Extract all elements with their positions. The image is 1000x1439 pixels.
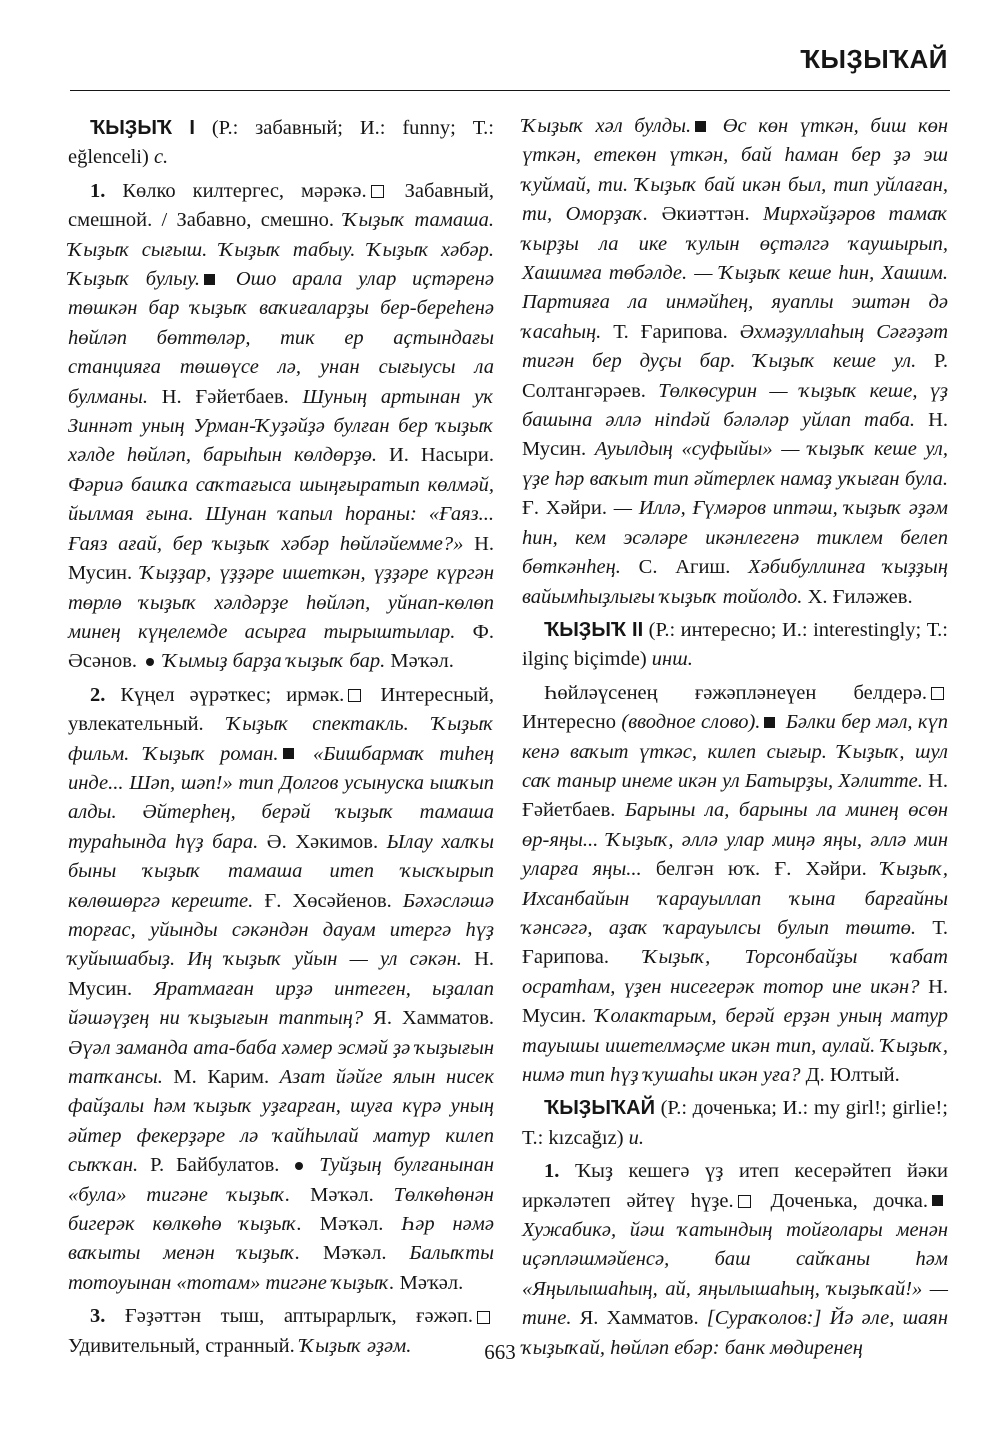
quote-source: Я. Хамматов. — [571, 1307, 707, 1330]
quote-source: М. Карим. — [162, 1066, 280, 1088]
definition: Һөйләүсенең ғәжәпләнеүен белдерә. — [544, 681, 927, 704]
quote: Ҡолактарым, берәй ерҙән уның матур тауышы ишетелмәҫме икән тип, аулай. Ҡыҙыҡ, нимә тип һүҙ ҡушаһы икән уға? — [522, 1005, 948, 1086]
quote: Фәриә башҡа саҡтағыса шыңғыратып көлмәй, йылмая ғына. Шунан ҡапыл һораны: «Ғаяз... Ғаяз ағай, бер ҡыҙыҡ хәбәр һөйләйемме?» — [68, 473, 494, 555]
part-of-speech: и. — [628, 1126, 645, 1149]
sense-3-continued — [522, 112, 948, 612]
quote-square-icon — [283, 748, 294, 759]
proverb: Һәр нәмә ваҡыты менән ҡыҙыҡ. — [68, 1213, 494, 1265]
proverb: Ҡымыҙ барҙа ҡыҙыҡ бар. — [158, 650, 386, 673]
quote-source: С. Агиш. — [620, 556, 749, 579]
entry-kyzykay-sense-1 — [522, 1157, 948, 1363]
quote: Ауылдың «суфыйы» — ҡыҙыҡ кеше ул, үҙе һәр ваҡыт тип әйтерлек намаҙ уҡыған була. — [522, 438, 948, 490]
sense-number: 1. — [544, 1160, 560, 1183]
quote-source: Я. Хамматов. — [363, 1007, 494, 1030]
quote-source: Н. Ғәйетбаев. — [522, 769, 948, 822]
sense-number: 2. — [90, 683, 106, 706]
proverb-source: Мәҡәл. — [301, 1213, 402, 1236]
proverb: Балыҡты тотоуынан «тотам» тигәне ҡыҙыҡ. — [68, 1242, 494, 1294]
quote: Шуның артынан уҡ Зиннәт уның Урман-Ҡуҙәйҙә булған бер ҡыҙыҡ хәлде һөйләп, барыһын көлдөрҙө. — [68, 385, 494, 467]
quote-source: Ф. Әсәнов. — [68, 620, 494, 673]
definition: Күңел әүрәткес; ирмәк. — [105, 683, 345, 706]
quote: Ҡыҙыҡ, Торсонбайҙы ҡабат осратһам, үҙен нисегерәк тотор ине икән? — [522, 946, 948, 998]
gloss: (Р.: забавный; И.: funny; Т.: eğlenceli) — [68, 117, 494, 169]
quote-square-icon — [764, 717, 775, 728]
quote: — Иллә, Ғүмәров иптәш, ҡыҙыҡ әҙәм һин, кем эсәләре икәнлегенә тиклем белеп бөткәнһең. — [522, 497, 949, 579]
part-of-speech: с. — [153, 146, 169, 169]
definition: Ҡыҙ кешегә үҙ итеп кесерәйтеп йәки иркәләтеп әйтеү һүҙе. — [522, 1160, 948, 1212]
sense-2 — [68, 681, 494, 1299]
russian-translation: Интересно — [522, 711, 622, 734]
headword: ҠЫҘЫҠ I — [90, 117, 195, 139]
quote-source: Ә. Хәкимов. — [258, 830, 387, 853]
example: Ҡыҙыҡ хәл булды. — [522, 115, 692, 137]
translation-box-icon — [931, 687, 944, 700]
sense-number: 3. — [90, 1305, 106, 1328]
proverb-bullet-icon — [146, 658, 154, 666]
quote-source: И. Насыри. — [376, 444, 494, 467]
usage-note: (вводное слово). — [621, 711, 761, 734]
quote: Мирхәйҙәров тамаҡ ҡырҙы ла ике ҡулын өҫтәлгә ҡаушырып, Хашимға төбәлде. — Ҡыҙыҡ кеше һин, Хашим. Партияға ла инмәйһең, яуаплы эштән дә ҡасаһың. — [522, 203, 949, 343]
quote: Ҡыҙыҡ, Ихсанбайын ҡарауыллап ҡына барғайны ҡәнсәгә, аҙаҡ ҡарауылсы булып төштө. — [522, 858, 948, 939]
quote: Ҡыҙҙар, үҙҙәре ишеткән, үҙҙәре күргән төрлө ҡыҙыҡ хәлдәрҙе һөйләп, уйнап-көлөп минең күңелемде асырға тырыштылар. — [68, 562, 495, 643]
sense-1 — [68, 177, 494, 677]
definition: Ғәҙәттән тыш, аптырарлыҡ, ғәжәп. — [105, 1305, 473, 1328]
quote-source: Т. Ғарипова. — [601, 320, 740, 343]
quote: Бәхәсләшә торғас, уйынды сәкәндән дауам итергә һүҙ ҡуйышабыҙ. Иң ҡыҙыҡ уйын — ул сәкән. — [68, 889, 494, 971]
quote-source: Әкиәттән. — [648, 203, 764, 226]
translation-box-icon — [738, 1195, 751, 1208]
proverb-source: Мәҡәл. — [290, 1183, 394, 1206]
quote-source: Н. Ғәйетбаев. — [148, 385, 303, 408]
proverb: Туйҙың булғанынан «була» тигәне ҡыҙыҡ. — [68, 1154, 494, 1206]
quote: Өс көн үткән, биш көн үткән, етекөн үткән, бай һаман бер ҙә эш ҡуймай, ти. Ҡыҙыҡ бай икән был, тип уйлаған, ти, Оморҙаҡ. — [522, 115, 949, 226]
header-rule — [70, 90, 950, 91]
russian-translation: Доченька, дочка. — [754, 1189, 928, 1212]
quote-source: Х. Ғиләжев. — [802, 585, 913, 608]
quote-source: Т. Ғарипова. — [522, 916, 948, 969]
proverb: Төлкөһөнән бигерәк көлкөһө ҡыҙыҡ. — [68, 1183, 494, 1236]
quote-square-icon — [204, 274, 215, 285]
sense-number: 1. — [90, 179, 106, 202]
quote-source: Р. Солтангәрәев. — [522, 350, 949, 402]
proverb-bullet-icon — [295, 1162, 303, 1170]
quote: Әүәл заманда ата-баба хәмер эсмәй ҙә ҡыҙығын тапҡансы. — [68, 1036, 494, 1088]
quote-source: Ғ. Хәйри. — [774, 858, 881, 881]
proverb-source: Мәҡәл. — [300, 1242, 410, 1265]
translation-box-icon — [348, 689, 361, 702]
quote-source: Н. Мусин. — [522, 975, 948, 1028]
translation-box-icon — [477, 1311, 490, 1324]
examples: Ҡыҙыҡ спектакль. Ҡыҙыҡ фильм. Ҡыҙыҡ роман. — [68, 713, 494, 765]
quote: Хәбибуллинға ҡыҙҙың вайымһыҙлығы ҡыҙыҡ тойолдо. — [522, 556, 948, 608]
russian-translation: Забавный, смешной. / Забавно, смешно. — [68, 179, 494, 232]
quote: Барыны ла, барыны ла минең өсөн өр-яңы... Ҡыҙыҡ, әллә улар миңә яңы, әллә мин уларға яңы... — [522, 799, 948, 881]
part-of-speech: инш. — [651, 648, 693, 671]
quote: Ылау халҡы быны ҡыҙыҡ тамаша итеп ҡысҡырып көлөшөргә кереште. — [68, 830, 494, 912]
quote-source: Ғ. Хәйри. — [522, 497, 614, 520]
quote: Бәлки бер мәл, күп кенә ваҡыт үткәс, килеп сығыр. Ҡыҙыҡ, шул саҡ таныр инеме икән ул Батырҙы, Хәлитте. — [522, 711, 948, 792]
entry-kyzyk-1 — [68, 114, 494, 173]
quote: Төлкөсурин — ҡыҙыҡ кеше, үҙ башына әллә нindәй бәләләр уйлап таба. — [522, 379, 949, 432]
quote-square-icon — [932, 1195, 943, 1206]
entry-kyzyk-2-sense — [522, 679, 948, 1091]
running-head: ҠЫҘЫҠАЙ — [800, 44, 948, 74]
gloss: (Р.: интересно; И.: interestingly; Т.: ilginç biçimde) — [522, 618, 949, 671]
quote-source: Н. Мусин. — [68, 532, 494, 585]
quote: Азат йәйге ялын нисек файҙалы һәм ҡыҙыҡ уҙғарған, шуға күрә уның әйтер фекерҙәре лә ҡайһылай матур килеп сыҡҡан. — [68, 1066, 494, 1177]
definition: Көлко килтергес, мәрәкә. — [105, 179, 367, 202]
example: Ҡыҙыҡ әҙәм. — [299, 1334, 412, 1357]
quote: [Сураҡолов:] Йә әле, шаян ҡыҙыҡай, һөйләп ебәр: банк мөдиренең — [522, 1307, 948, 1359]
examples: Ҡыҙыҡ тамаша. Ҡыҙыҡ сығыш. Ҡыҙыҡ табыу. Ҡыҙыҡ хәбәр. Ҡыҙыҡ булыу. — [68, 209, 494, 291]
headword: ҠЫҘЫҠАЙ — [544, 1097, 655, 1120]
page-number: 663 — [484, 1340, 516, 1364]
quote: Яратмаған ирҙә интеген, ыҙалап йәшәүҙең ни ҡыҙығын таптың? — [68, 977, 494, 1030]
proverb-source: Мәҡәл. — [394, 1271, 464, 1294]
quote: Әхмәҙуллаһың Сәғәҙәт тигән бер дуҫы бар. Ҡыҙыҡ кеше ул. — [522, 320, 948, 373]
quote-source: Ғ. Хөсәйенов. — [253, 889, 403, 912]
russian-translation: Удивительный, странный. — [68, 1334, 300, 1357]
left-column — [68, 112, 494, 1365]
quote: Ошо арала улар иҫтәренә төшкән бар ҡыҙыҡ ваҡиғаларҙы бер-береһенә һөйләп бөттөләр, тик ер аҫтындағы станцияға төшөүсе лә, унан сығыусы ла булманы. — [68, 268, 494, 408]
quote-source: Н. Мусин. — [522, 409, 949, 461]
russian-translation: Интересный, увлекательный. — [68, 683, 494, 736]
quote-source: Д. Юлтый. — [800, 1064, 900, 1086]
right-column — [522, 112, 948, 1367]
quote: Хужабикә, йәш ҡатындың тойғолары менән иҫәпләшмәйенсә, баш сайҡаны һәм «Яңылышаһың, ай, яңылышаһың, ҡыҙыҡай!» — тине. — [522, 1219, 948, 1330]
quote-source: Н. Мусин. — [68, 948, 494, 1000]
entry-kyzykay — [522, 1094, 948, 1153]
entry-kyzyk-2 — [522, 616, 948, 675]
quote: «Бишбармаҡ тиһең инде... Шәп, шәп!» тип Долгов усынуска ышҡып алды. Әйтерһең, берәй ҡыҙыҡ тамаша тураһында һүҙ бара. — [68, 742, 494, 853]
gloss: (Р.: доченька; И.: my girl!; girlie!; Т.: kızcağız) — [522, 1097, 948, 1149]
proverb-source: Мәҡәл. — [385, 650, 454, 673]
quote-text-plain: белгән юҡ. — [641, 858, 775, 881]
quote-source: Р. Байбулатов. — [138, 1154, 292, 1177]
headword: ҠЫҘЫҠ II — [544, 618, 644, 641]
quote-square-icon — [695, 121, 706, 132]
translation-box-icon — [371, 185, 384, 198]
